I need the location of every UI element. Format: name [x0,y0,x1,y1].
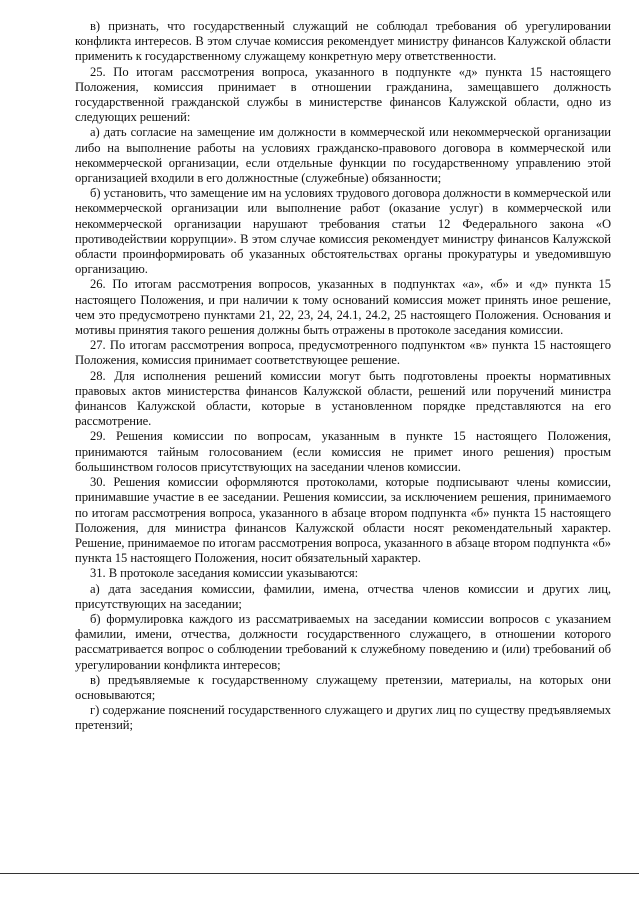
paragraph-30: 30. Решения комиссии оформляются протоколами, которые подписывают члены комиссии, принимавшие участие в ее заседании. Решения комиссии, за исключением решения, принимаемого по итогам рассмотрения вопроса, указанного в абзаце втором подпункта «б» пункта 15 настоящего Положения, для министра финансов Калужской области носят рекомендательный характер. Решение, принимаемое по итогам рассмотрения вопроса, указанного в абзаце втором подпункта «б» пункта 15 настоящего Положения, носит обязательный характер. [75,475,611,566]
paragraph-v-recognize: в) признать, что государственный служащий не соблюдал требования об урегулировании конфликта интересов. В этом случае комиссия рекомендует министру финансов Калужской области применить к государственному служащему конкретную меру ответственности. [75,19,611,64]
paragraph-25-b: б) установить, что замещение им на условиях трудового договора должности в коммерческой или некоммерческой организации или выполнение работ (оказание услуг) в коммерческой или некоммерческой организации нарушают требования статьи 12 Федерального закона «О противодействии коррупции». В этом случае комиссия рекомендует министру финансов Калужской области проинформировать об указанных обстоятельствах органы прокуратуры и уведомившую организацию. [75,186,611,277]
paragraph-25-a: а) дать согласие на замещение им должности в коммерческой или некоммерческой организации либо на выполнение работы на условиях гражданско-правового договора в коммерческой или некоммерческой организации, если отдельные функции по государственному управлению этой организацией входили в его должностные (служебные) обязанности; [75,125,611,186]
paragraph-29: 29. Решения комиссии по вопросам, указанным в пункте 15 настоящего Положения, принимаются тайным голосованием (если комиссия не примет иного решения) простым большинством голосов присутствующих на заседании членов комиссии. [75,429,611,474]
paragraph-25: 25. По итогам рассмотрения вопроса, указанного в подпункте «д» пункта 15 настоящего Положения, комиссия принимает в отношении гражданина, замещавшего должность государственной гражданской службы в министерстве финансов Калужской области, одно из следующих решений: [75,64,611,125]
paragraph-31-v: в) предъявляемые к государственному служащему претензии, материалы, на которых они основываются; [75,672,611,702]
bottom-divider [0,873,639,874]
paragraph-31-b: б) формулировка каждого из рассматриваемых на заседании комиссии вопросов с указанием фамилии, имени, отчества, должности государственного служащего, в отношении которого рассматривается вопрос о соблюдении требований к служебному поведению и (или) требований об урегулировании конфликта интересов; [75,611,611,672]
paragraph-31: 31. В протоколе заседания комиссии указываются: [90,566,359,581]
paragraph-28: 28. Для исполнения решений комиссии могут быть подготовлены проекты нормативных правовых актов министерства финансов Калужской области, решений или поручений министра финансов Калужской области, которые в установленном порядке представляются на его рассмотрение. [75,368,611,429]
paragraph-26: 26. По итогам рассмотрения вопросов, указанных в подпунктах «а», «б» и «д» пункта 15 настоящего Положения, и при наличии к тому оснований комиссия может принять иное решение, чем это предусмотрено пунктами 21, 22, 23, 24, 24.1, 24.2, 25 настоящего Положения. Основания и мотивы принятия такого решения должны быть отражены в протоколе заседания комиссии. [75,277,611,338]
paragraph-27: 27. По итогам рассмотрения вопроса, предусмотренного подпунктом «в» пункта 15 настоящего Положения, комиссия принимает соответствующее решение. [75,338,611,368]
paragraph-31-a: а) дата заседания комиссии, фамилии, имена, отчества членов комиссии и других лиц, присутствующих на заседании; [75,581,611,611]
paragraph-31-g: г) содержание пояснений государственного служащего и других лиц по существу предъявляемых претензий; [75,703,611,733]
